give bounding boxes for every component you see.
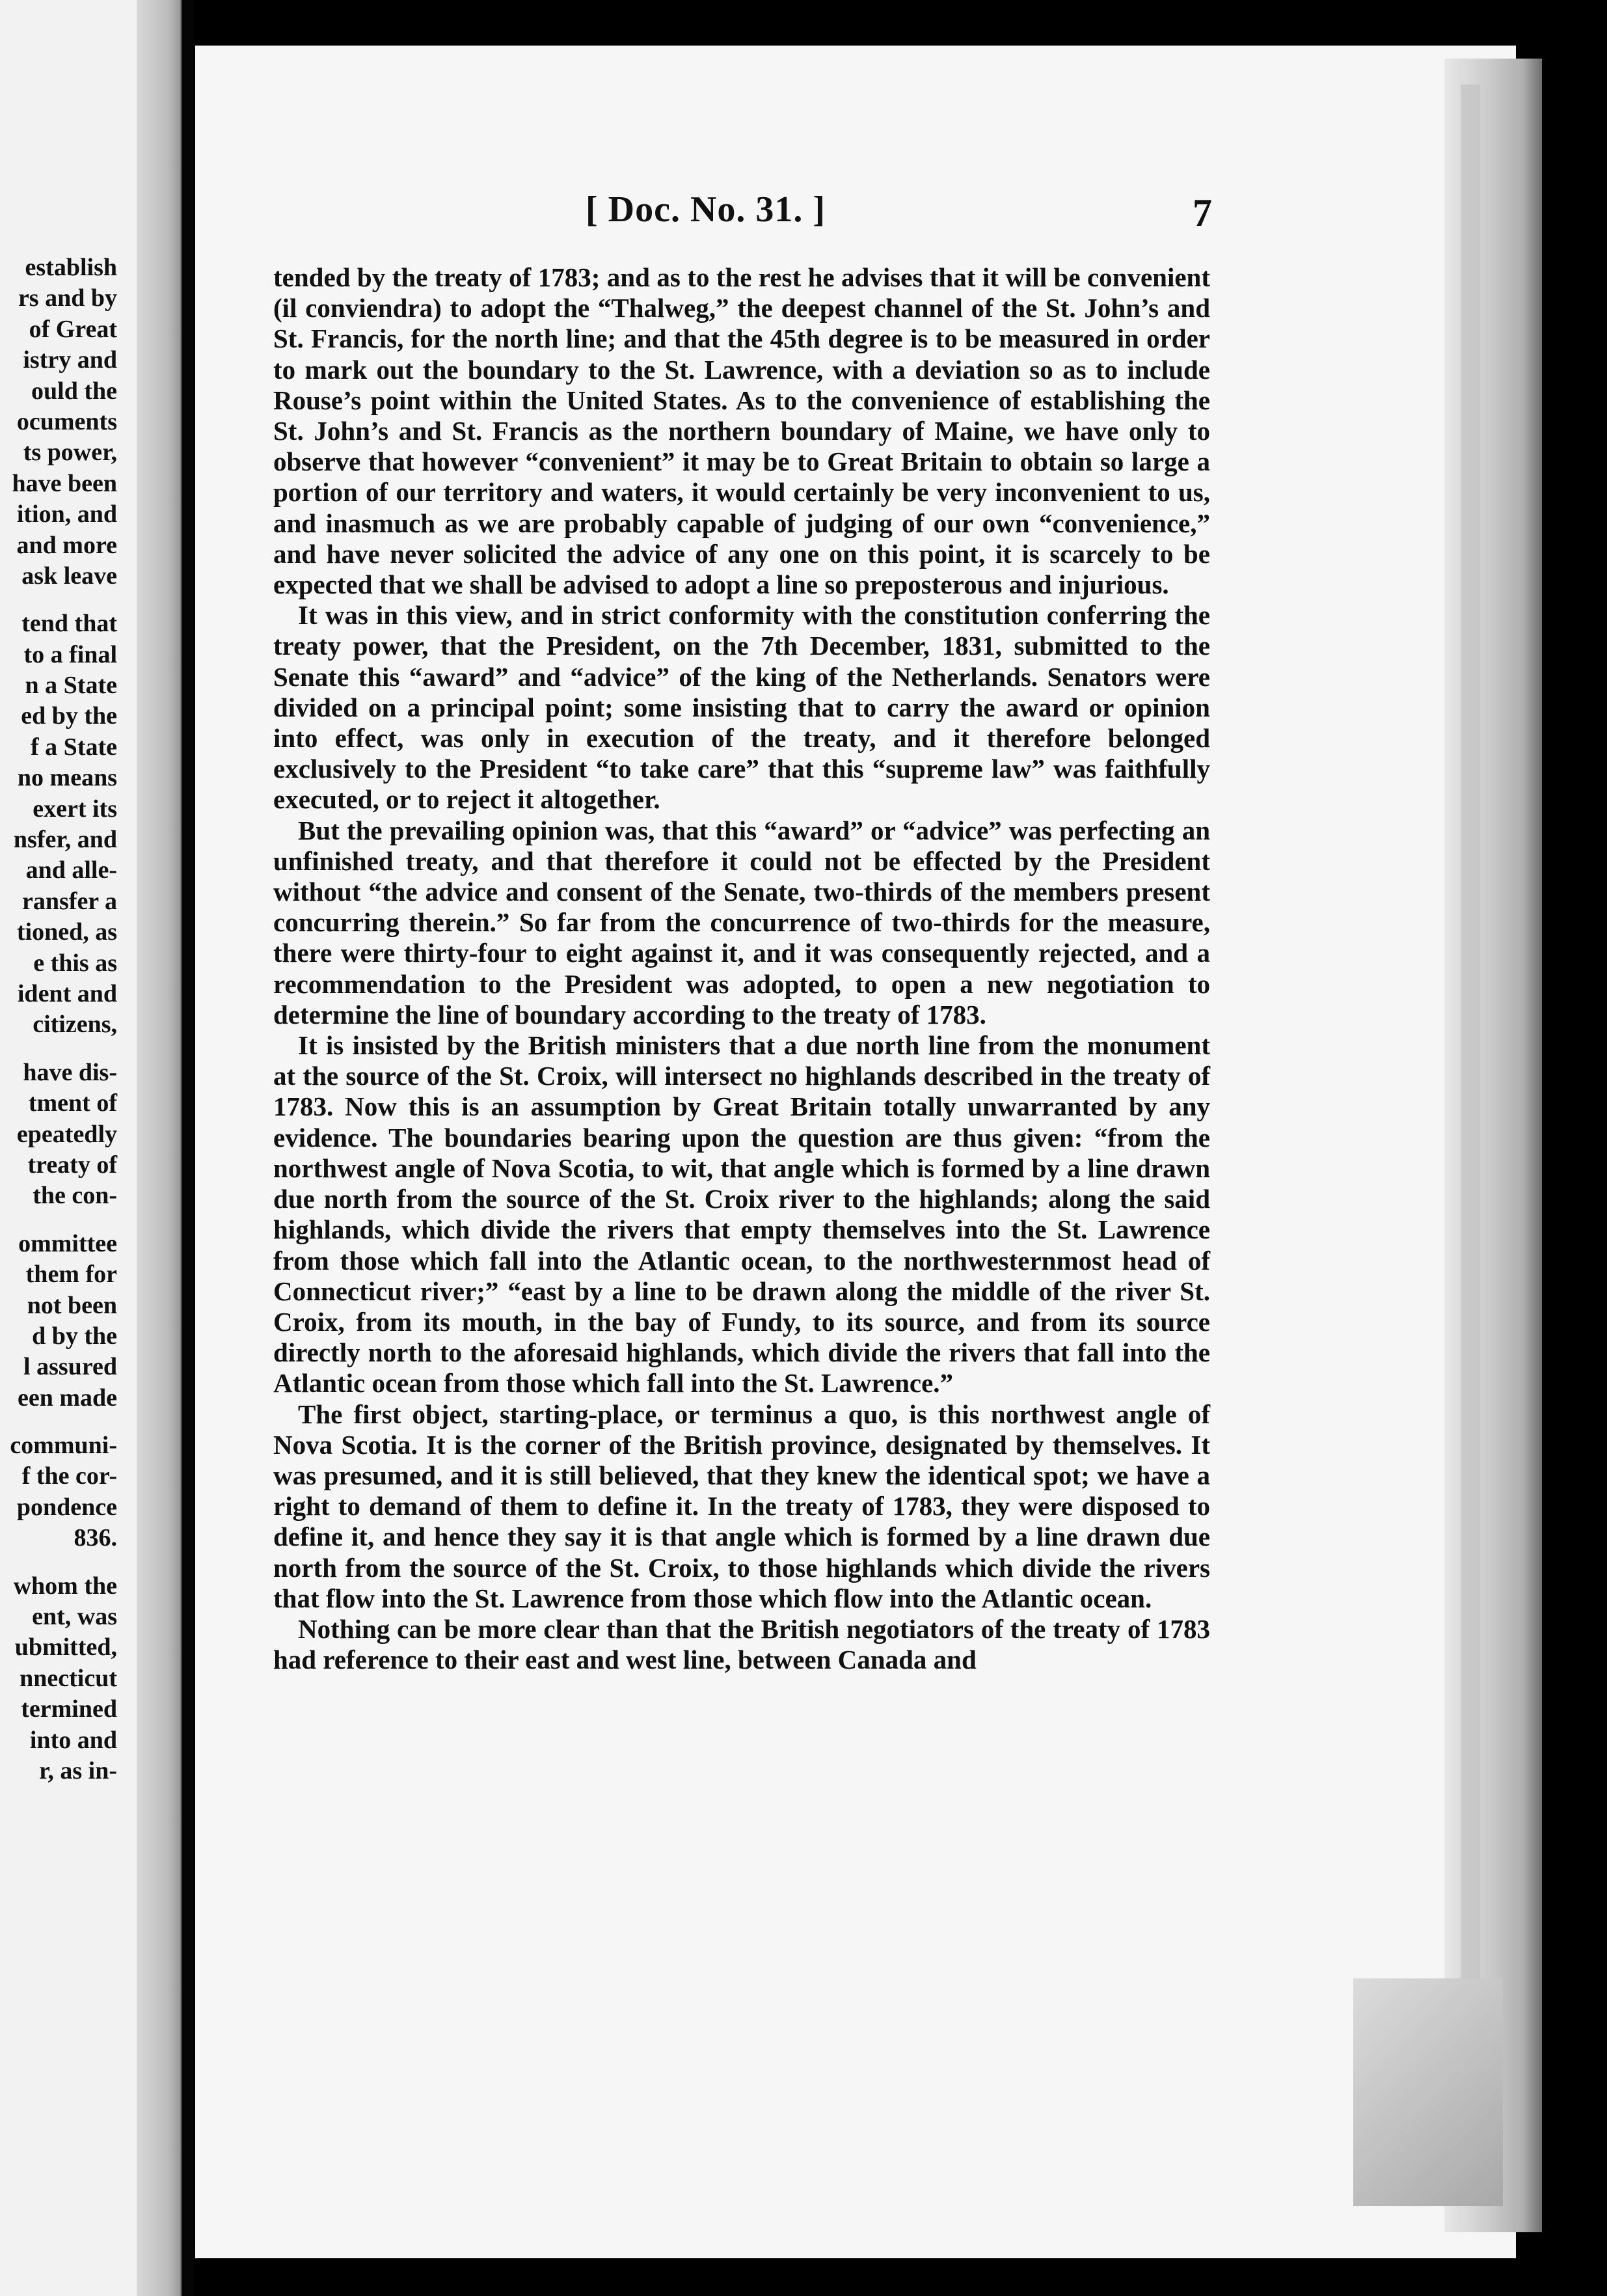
facing-page-line: have been — [12, 469, 117, 497]
facing-page-line: istry and — [23, 346, 117, 374]
facing-page-line: to a final — [23, 640, 117, 668]
facing-page-line: rs and by — [18, 284, 117, 312]
line-gap — [0, 1212, 117, 1229]
line-gap — [0, 1041, 117, 1058]
page-number: 7 — [1193, 191, 1212, 234]
facing-page-line: d by the — [32, 1322, 117, 1350]
facing-page-line: nsfer, and — [13, 826, 117, 854]
facing-page-line: not been — [27, 1291, 117, 1319]
facing-page-line: establish — [25, 254, 117, 281]
facing-page-line: tend that — [21, 610, 117, 638]
facing-page-line: ransfer a — [22, 887, 117, 915]
facing-page-line: treaty of — [27, 1151, 117, 1179]
body-text — [273, 262, 1210, 1675]
facing-page-text — [0, 253, 117, 1786]
facing-page-line: citizens, — [33, 1011, 117, 1039]
facing-page-line: communi- — [10, 1432, 117, 1460]
facing-page-line: ubmitted, — [14, 1633, 117, 1661]
facing-page-line: epeatedly — [16, 1120, 117, 1148]
facing-page-line: ommittee — [18, 1229, 117, 1257]
line-gap — [0, 1414, 117, 1430]
facing-page-line: ts power, — [23, 439, 117, 467]
facing-page-line: nnecticut — [20, 1664, 117, 1692]
facing-page-line: pondence — [16, 1493, 117, 1521]
facing-page-line: them for — [25, 1261, 117, 1289]
facing-page-line: r, as in- — [38, 1756, 117, 1784]
line-gap — [0, 1554, 117, 1571]
paragraph: But the prevailing opinion was, that this “award” or “advice” was perfecting an unfinished treaty, and that therefore it could not be effected by the President without “the advice and consent of the Senate, two-thirds of the members present concurring therein.” So far from the concurrence of two-thirds for the measure, there were thirty-four to eight against it, and it was consequently rejected, and a recommendation to the President was adopted, to open a new negotiation to determine the line of boundary according to the treaty of 1783. — [273, 815, 1210, 1030]
facing-page-line: f a State — [31, 733, 117, 761]
facing-page-line: l assured — [23, 1353, 117, 1381]
paragraph: Nothing can be more clear than that the British negotiators of the treaty of 1783 had reference to their east and west line, between Canada and — [273, 1613, 1210, 1675]
facing-page-line: termined — [21, 1695, 117, 1723]
paragraph: It was in this view, and in strict conformity with the constitution conferring the treaty power, that the President, on the 7th December, 1831, submitted to the Senate this “award” and “advice” of the king of the Netherlands. Senators were divided on a principal point; some insisting that to carry the award or opinion into effect, was only in execution of the treaty, and it therefore belonged exclusively to the President “to take care” that this “supreme law” was faithfully executed, or to reject it altogether. — [273, 600, 1210, 815]
facing-page-line: and more — [16, 531, 117, 559]
paragraph: tended by the treaty of 1783; and as to the rest he advises that it will be convenient (il conviendra) to adopt the “Thalweg,” the deepest channel of the St. John’s and St. Francis, for the north line; and that the 45th degree is to be measured in order to mark out the boundary to the St. Lawrence, with a deviation so as to include Rouse’s point within the United States. As to the convenience of establishing the St. John’s and St. Francis as the northern boundary of Maine, we have only to observe that however “convenient” it may be to Great Britain to obtain so large a portion of our territory and waters, it would certainly be very inconvenient to us, and inasmuch as we are probably capable of judging of our own “convenience,” and have never solicited the advice of any one on this point, it is scarcely to be expected that we shall be advised to adopt a line so preposterous and injurious. — [273, 262, 1210, 600]
facing-page-line: and alle- — [25, 856, 117, 884]
facing-page-line: e this as — [33, 949, 117, 977]
facing-page-line: ition, and — [16, 500, 117, 528]
facing-page-line: f the cor- — [21, 1462, 117, 1490]
facing-page-line: ocuments — [16, 407, 117, 435]
running-header: [ Doc. No. 31. ] — [586, 189, 826, 230]
facing-page-line: have dis- — [23, 1058, 117, 1086]
page-edge — [1444, 59, 1542, 2232]
facing-page-line: whom the — [13, 1572, 117, 1600]
paragraph: The first object, starting-place, or terminus a quo, is this northwest angle of Nova Scotia. It is the corner of the British province, designated by themselves. It was presumed, and it is still believed, that they knew the identical spot; we have a right to demand of them to define it. In the treaty of 1783, they were disposed to define it, and hence they say it is that angle which is formed by a line drawn due north from the source of the St. Croix, to those highlands which divide the rivers that flow into the St. Lawrence from those which flow into the Atlantic ocean. — [273, 1399, 1210, 1613]
facing-page-line: of Great — [29, 315, 117, 343]
facing-page-line: ident and — [17, 979, 117, 1007]
facing-page-line: exert its — [33, 795, 117, 823]
facing-page-line: ed by the — [21, 702, 117, 730]
facing-page-line: ent, was — [32, 1603, 117, 1631]
facing-page-line: 836. — [74, 1524, 117, 1552]
facing-page-line: into and — [29, 1726, 117, 1754]
worn-page-corner — [1353, 1978, 1503, 2206]
facing-page-line: the con- — [33, 1182, 117, 1210]
book-gutter — [182, 0, 194, 2296]
facing-page-line: tioned, as — [16, 918, 117, 946]
facing-page-line: tment of — [28, 1089, 117, 1117]
line-gap — [0, 592, 117, 608]
facing-page-line: no means — [17, 764, 117, 792]
facing-page-line: ask leave — [21, 562, 117, 590]
facing-page-fragment — [0, 0, 198, 2296]
facing-page-line: n a State — [25, 672, 117, 700]
page-edge-stain — [1461, 85, 1480, 2200]
facing-page-line: een made — [17, 1384, 117, 1412]
paragraph: It is insisted by the British ministers that a due north line from the monument at the source of the St. Croix, will intersect no highlands described in the treaty of 1783. Now this is an assumption by Great Britain totally unwarranted by any evidence. The boundaries bearing upon the question are thus given: “from the northwest angle of Nova Scotia, to wit, that angle which is formed by a line drawn due north from the source of the St. Croix river to the highlands; along the said highlands, which divide the rivers that empty themselves into the St. Lawrence from those which fall into the Atlantic ocean, to the northwesternmost head of Connecticut river;” “east by a line to be drawn along the middle of the river St. Croix, from its mouth, in the bay of Fundy, to its source, and from its source directly north to the aforesaid highlands, which divide the rivers that fall into the Atlantic ocean from those which fall into the St. Lawrence.” — [273, 1030, 1210, 1399]
facing-page-line: ould the — [31, 377, 117, 405]
